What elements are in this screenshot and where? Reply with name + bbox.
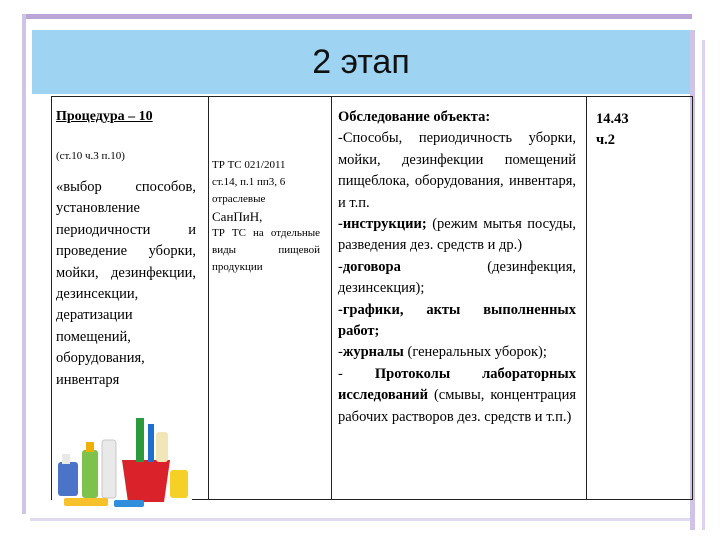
- frame-left-line: [22, 14, 26, 514]
- inspection-item-bold: договора: [342, 258, 401, 275]
- inspection-item-bold: -инструкции;: [338, 216, 427, 233]
- inspection-item: [338, 300, 576, 343]
- inspection-item-bold: -графики,: [338, 301, 404, 318]
- inspection-item-text: (дезинфекция, дезинсекция);: [338, 258, 576, 297]
- regulation-line: отраслевые: [212, 193, 266, 205]
- inspection-item: [338, 214, 576, 257]
- frame-bottom-line: [30, 518, 690, 521]
- title-bar: [32, 30, 690, 94]
- frame-right-line-inner: [702, 40, 705, 530]
- procedure-description: «выбор способов, установление периодичности и проведение уборки, мойки, дезинфекции, дезинсекции, дератизации помещений, оборудования, инвентаря: [56, 179, 196, 388]
- inspection-item-text: (режим мытья посуды, разведения дез. средств и др.): [338, 216, 576, 254]
- violation-code: ч.2: [596, 132, 616, 148]
- frame-top-line: [22, 14, 692, 19]
- procedure-heading: Процедура – 10: [56, 109, 153, 124]
- violation-code: 14.43: [596, 111, 629, 127]
- inspection-item: -договора (дезинфекция, дезинсекция);: [338, 258, 576, 297]
- page-title: 2 этап: [312, 42, 410, 81]
- cleaning-supplies-icon: [52, 410, 192, 510]
- inspection-details: [338, 107, 576, 428]
- regulation-line: ТР ТС на отдельные виды пищевой продукции: [212, 227, 320, 273]
- inspection-heading: Обследование объекта:: [338, 109, 491, 125]
- regulation-line: ст.14, п.1 пп3, 6: [212, 176, 286, 188]
- procedure-reference: (ст.10 ч.3 п.10): [56, 150, 125, 162]
- inspection-item: - Протоколы лабораторных исследований (смывы, концентрация рабочих растворов дез. средств и т.п.): [338, 365, 576, 425]
- violation-codes: [596, 109, 629, 151]
- column-divider: [586, 97, 587, 499]
- inspection-item: -Способы, периодичность уборки, мойки, дезинфекции помещений пищеблока, оборудования, инвентаря, и т.п.: [338, 130, 576, 211]
- inspection-item-text: (смывы, концентрация рабочих растворов дез. средств и т.п.): [338, 387, 576, 425]
- inspection-item-bold: Протоколы лабораторных исследований: [338, 365, 576, 404]
- column-divider: [331, 97, 332, 499]
- inspection-item: -журналы (генеральных уборок);: [338, 344, 547, 361]
- regulation-references: [212, 157, 320, 276]
- regulation-line: ТР ТС 021/2011: [212, 159, 286, 171]
- inspection-item-bold: акты выполненных работ;: [338, 301, 576, 340]
- inspection-item-text: (генеральных уборок);: [403, 344, 547, 361]
- column-divider: [208, 97, 209, 499]
- inspection-item-bold: журналы: [342, 344, 404, 361]
- regulation-line: СанПиН,: [212, 209, 263, 224]
